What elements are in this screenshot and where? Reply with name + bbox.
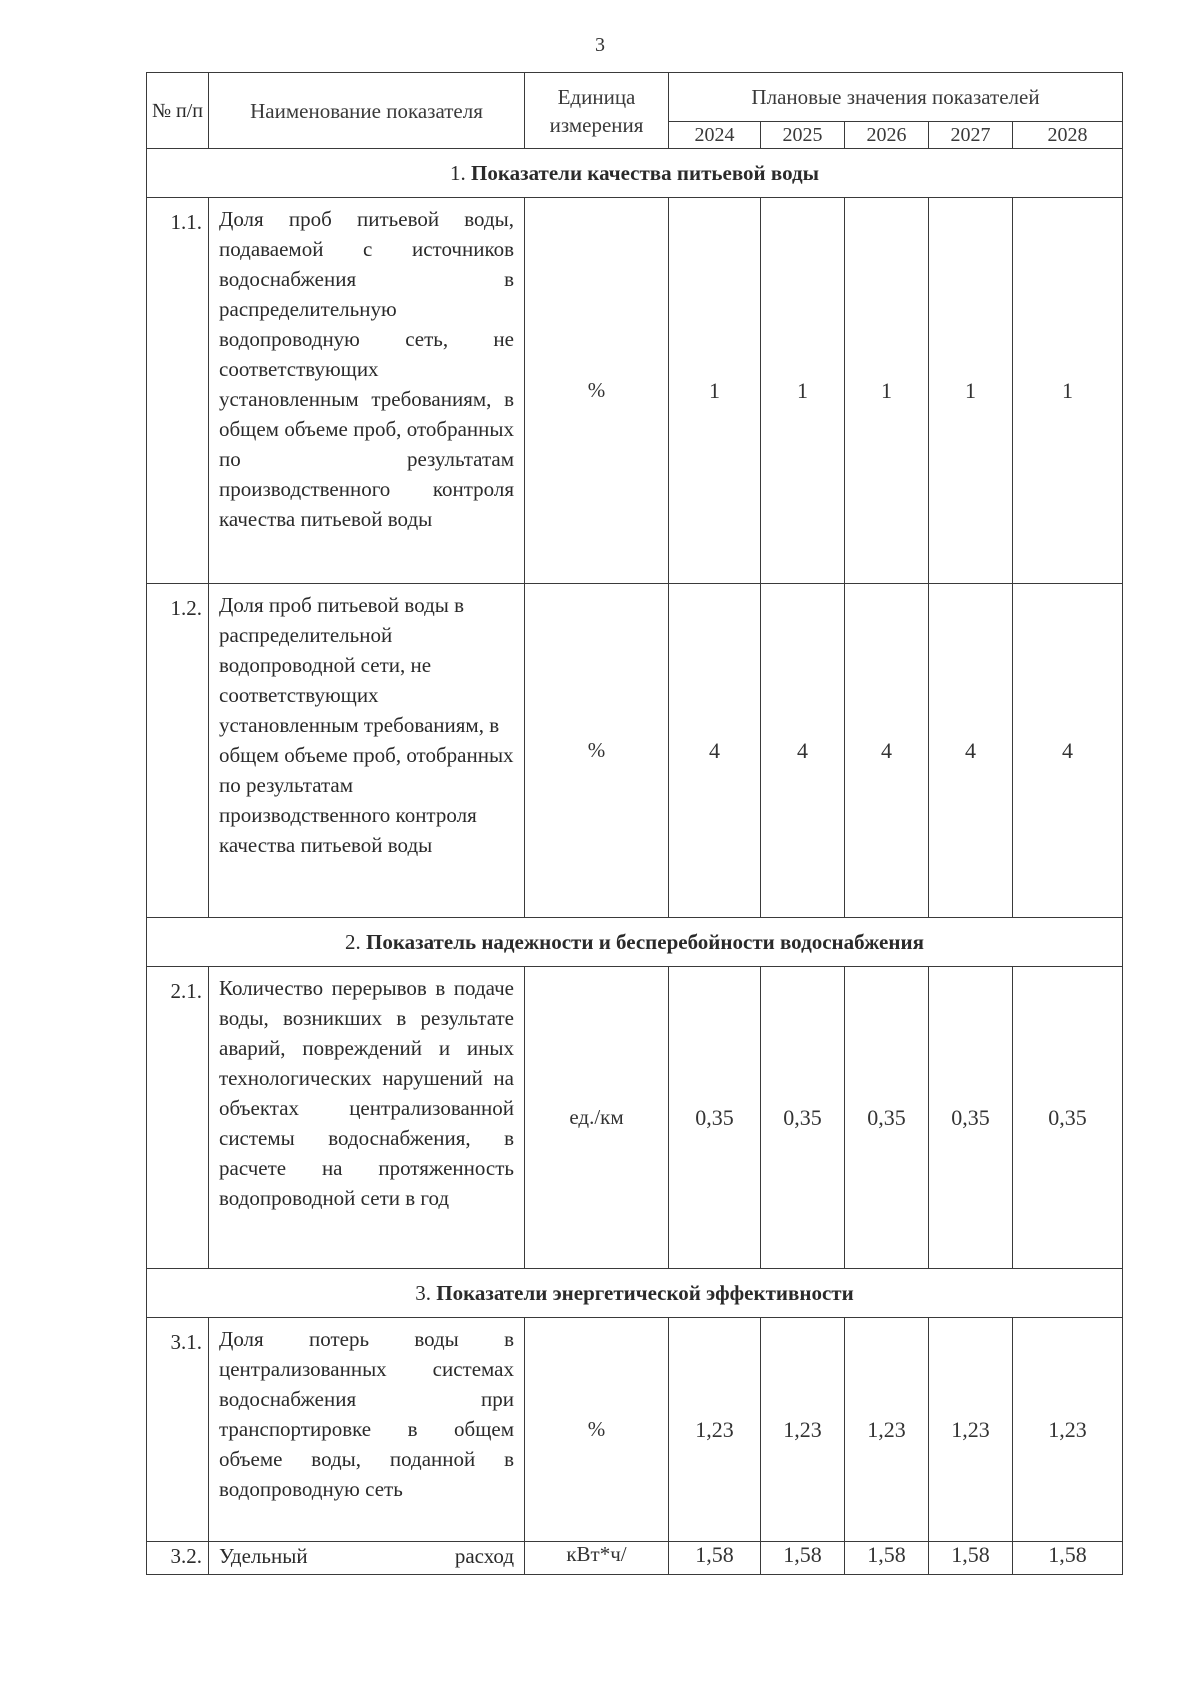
header-number-cell: № п/п [147, 73, 209, 149]
header-year-2026: 2026 [845, 122, 929, 149]
header-year-2025: 2025 [761, 122, 845, 149]
row-number: 1.2. [147, 584, 209, 918]
table-row [147, 967, 1123, 1269]
row-value-2025: 4 [761, 584, 845, 918]
row-value-2026: 4 [845, 584, 929, 918]
indicators-table [146, 72, 1123, 1575]
row-name: Количество перерывов в подаче воды, возникших в результате аварий, повреждений и иных технологических нарушений на объектах централизованной системы водоснабжения, в расчете на протяженность водопроводной сети в год [209, 967, 525, 1269]
row-name: Удельный расход [209, 1542, 525, 1575]
row-unit: ед./км [525, 967, 669, 1269]
row-value-2024: 1,58 [669, 1542, 761, 1575]
row-value-2026: 1,23 [845, 1318, 929, 1542]
row-value-2028: 1,23 [1013, 1318, 1123, 1542]
section-title: Показатели энергетической эффективности [436, 1280, 854, 1305]
row-value-2025: 1 [761, 198, 845, 584]
header-year-2027: 2027 [929, 122, 1013, 149]
row-value-2028: 1 [1013, 198, 1123, 584]
section-row [147, 918, 1123, 967]
row-value-2027: 1,23 [929, 1318, 1013, 1542]
section-heading [147, 149, 1123, 198]
row-value-2024: 4 [669, 584, 761, 918]
row-value-2026: 0,35 [845, 967, 929, 1269]
row-value-2027: 4 [929, 584, 1013, 918]
header-name-cell: Наименование показателя [209, 73, 525, 149]
header-plan-cell: Плановые значения показателей [669, 73, 1123, 122]
row-value-2024: 1 [669, 198, 761, 584]
row-value-2025: 1,58 [761, 1542, 845, 1575]
row-unit: кВт*ч/ [525, 1542, 669, 1575]
section-number: 3. [415, 1280, 432, 1305]
row-value-2027: 1 [929, 198, 1013, 584]
section-heading [147, 918, 1123, 967]
row-value-2026: 1,58 [845, 1542, 929, 1575]
table-row [147, 584, 1123, 918]
row-value-2026: 1 [845, 198, 929, 584]
row-value-2028: 4 [1013, 584, 1123, 918]
table-row [147, 198, 1123, 584]
header-row [147, 73, 1123, 122]
row-value-2028: 0,35 [1013, 967, 1123, 1269]
section-title: Показатели качества питьевой воды [471, 160, 819, 185]
row-name: Доля потерь воды в централизованных системах водоснабжения при транспортировке в общем объеме воды, поданной в водопроводную сеть [209, 1318, 525, 1542]
table-row [147, 1318, 1123, 1542]
header-unit-cell: Единица измерения [525, 73, 669, 149]
section-number: 1. [450, 160, 466, 185]
row-number: 2.1. [147, 967, 209, 1269]
row-value-2024: 0,35 [669, 967, 761, 1269]
row-value-2025: 1,23 [761, 1318, 845, 1542]
row-value-2024: 1,23 [669, 1318, 761, 1542]
section-number: 2. [345, 929, 361, 954]
section-row [147, 149, 1123, 198]
row-value-2025: 0,35 [761, 967, 845, 1269]
section-heading [147, 1269, 1123, 1318]
row-value-2028: 1,58 [1013, 1542, 1123, 1575]
row-unit: % [525, 1318, 669, 1542]
page-number: 3 [595, 34, 605, 56]
row-number: 1.1. [147, 198, 209, 584]
row-unit: % [525, 584, 669, 918]
header-year-2028: 2028 [1013, 122, 1123, 149]
row-number: 3.1. [147, 1318, 209, 1542]
section-title: Показатель надежности и бесперебойности водоснабжения [366, 929, 924, 954]
row-value-2027: 0,35 [929, 967, 1013, 1269]
row-value-2027: 1,58 [929, 1542, 1013, 1575]
table-row [147, 1542, 1123, 1575]
section-row [147, 1269, 1123, 1318]
row-name: Доля проб питьевой воды, подаваемой с источников водоснабжения в распределительную водопроводную сеть, не соответствующих установленным требованиям, в общем объеме проб, отобранных по результатам производственного контроля качества питьевой воды [209, 198, 525, 584]
row-name: Доля проб питьевой воды в распределительной водопроводной сети, не соответствующих установленным требованиям, в общем объеме проб, отобранных по результатам производственного контроля качества питьевой воды [209, 584, 525, 918]
header-year-2024: 2024 [669, 122, 761, 149]
row-unit: % [525, 198, 669, 584]
row-number: 3.2. [147, 1542, 209, 1575]
